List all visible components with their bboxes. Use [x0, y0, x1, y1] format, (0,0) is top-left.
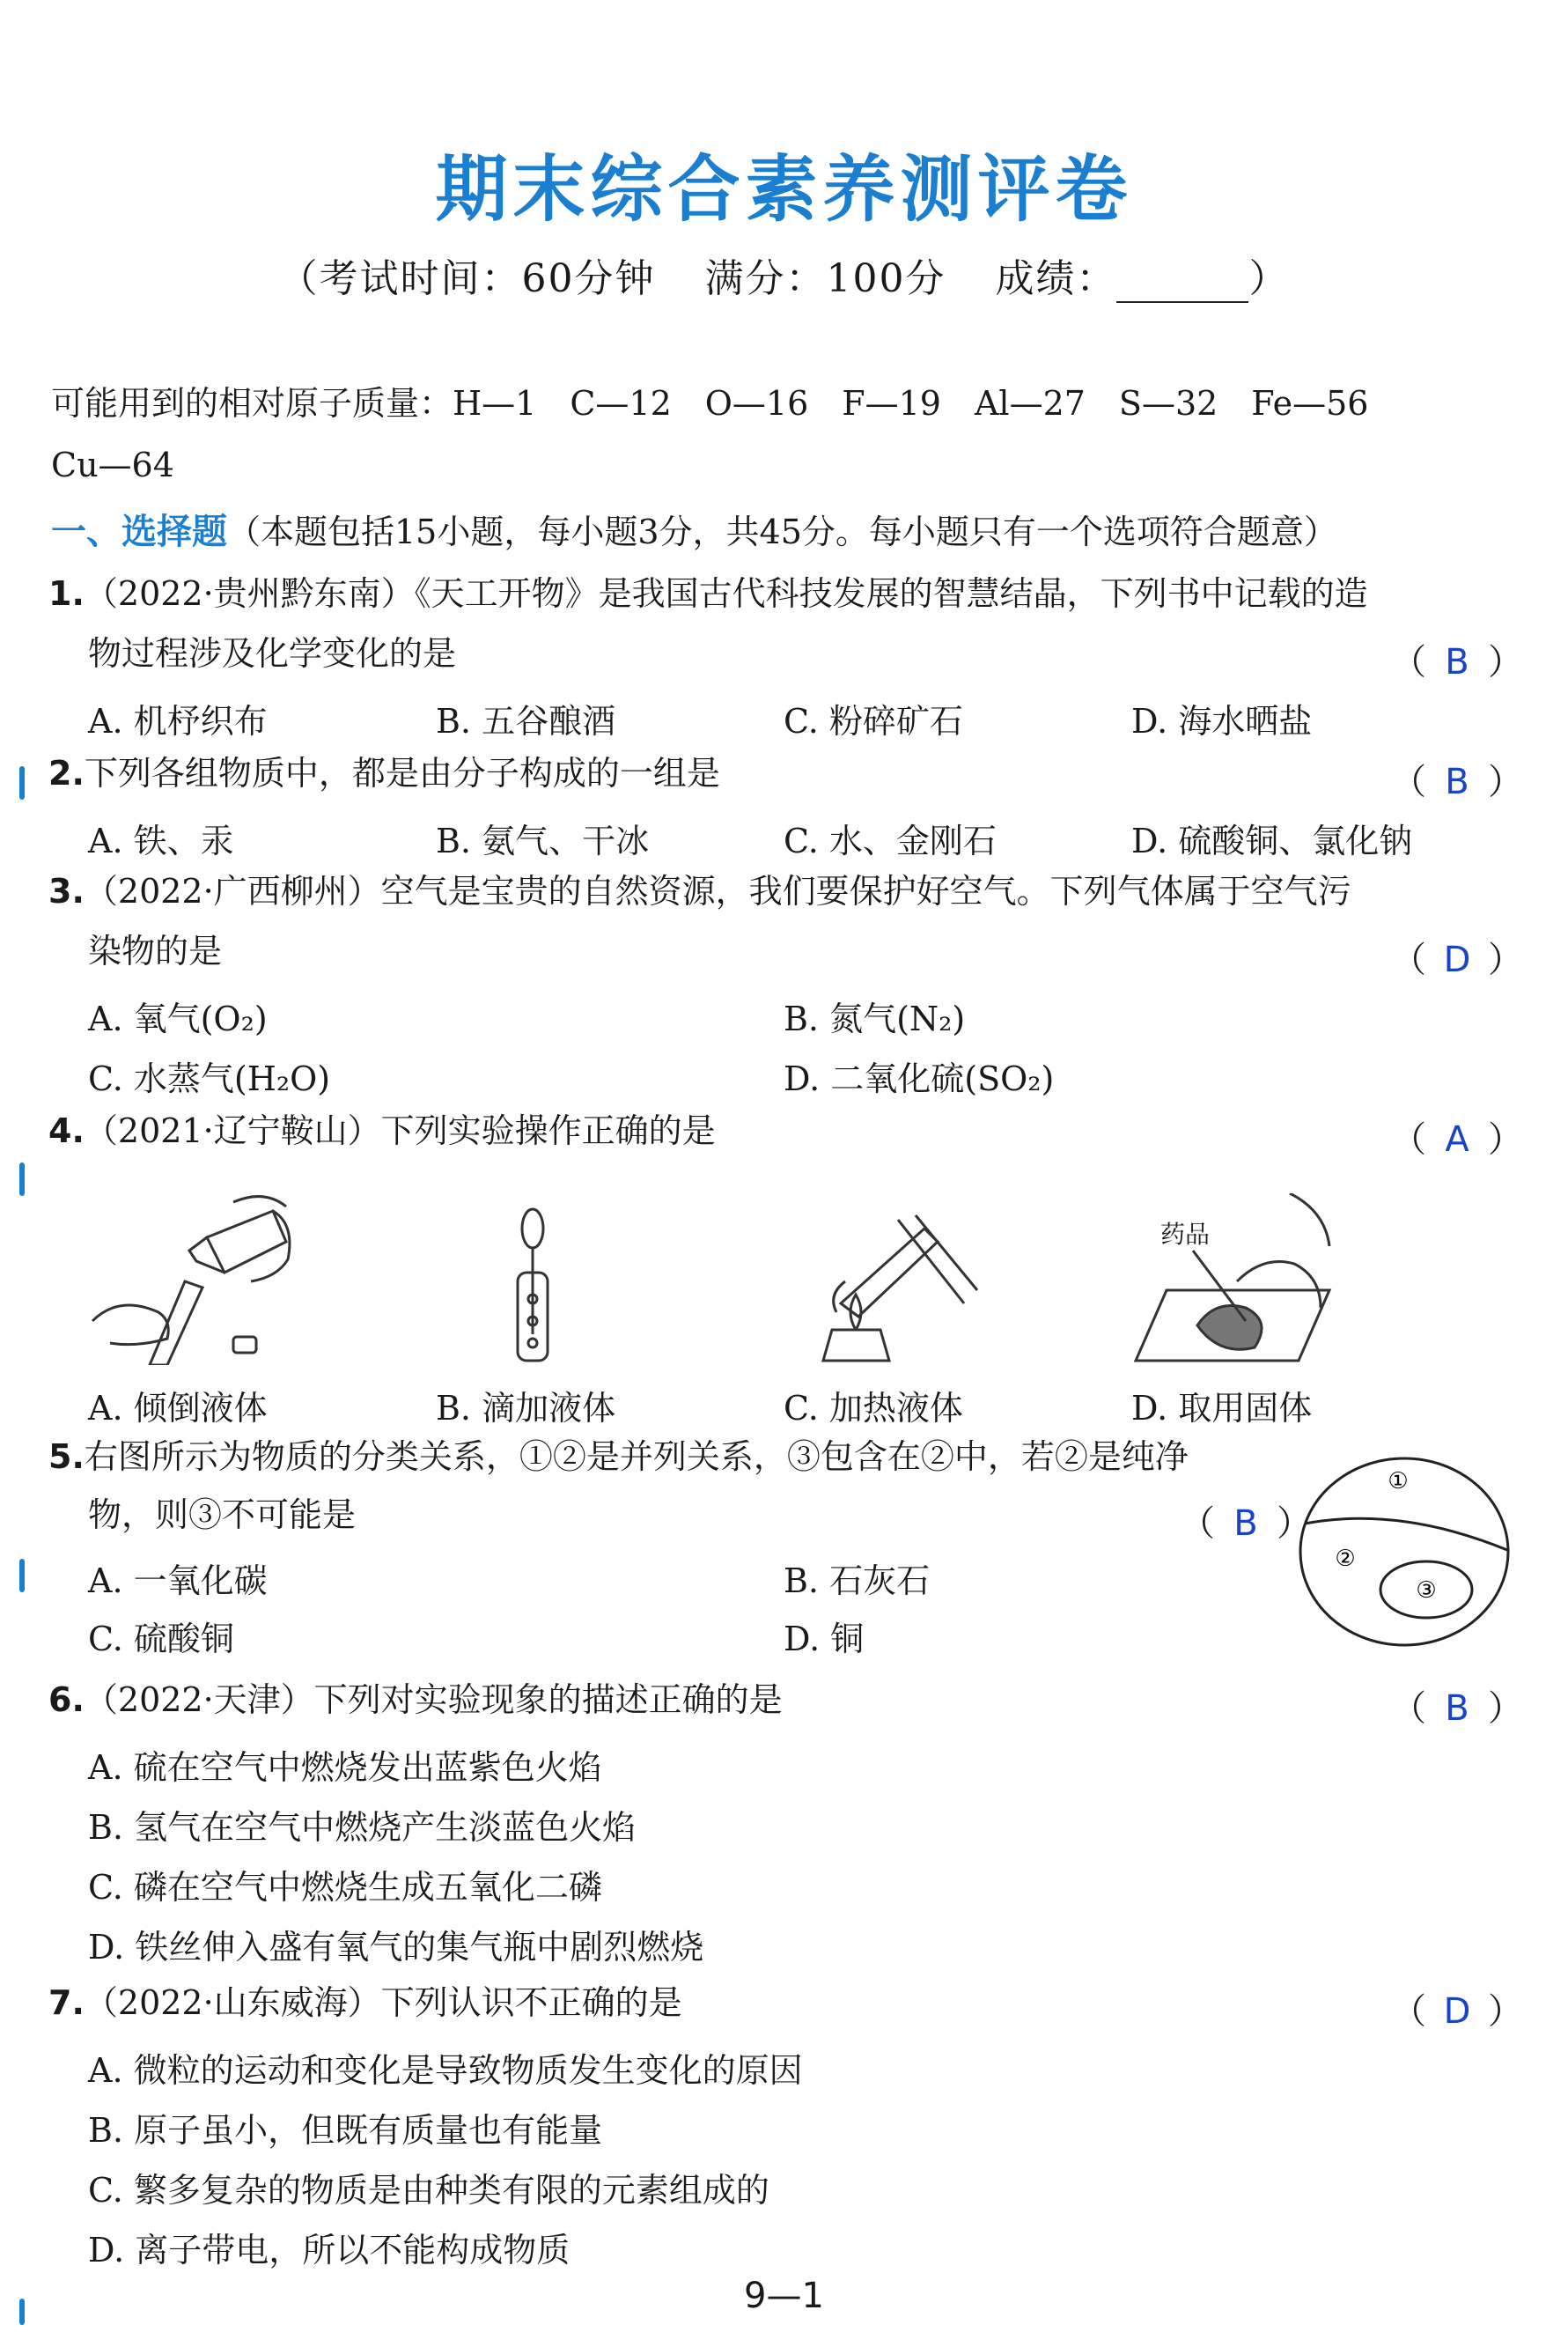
- option: D. 铜: [784, 1620, 865, 1658]
- option: B. 五谷酿酒: [436, 702, 616, 741]
- question-6-answer: （ B ）: [1391, 1688, 1523, 1729]
- question-5-stem-cont: 物，则③不可能是: [88, 1495, 357, 1534]
- option: D. 离子带电，所以不能构成物质: [88, 2231, 571, 2270]
- page-number: 9—1: [744, 2276, 824, 2316]
- question-2-answer: （ B ）: [1391, 762, 1523, 802]
- question-3-stem: 3.（2022·广西柳州）空气是宝贵的自然资源，我们要保护好空气。下列气体属于空气污: [48, 872, 1351, 911]
- section-label: 一、选择题: [51, 512, 227, 552]
- exam-full-score: 满分：100分: [704, 256, 946, 301]
- question-7-stem: 7.（2022·山东威海）下列认识不正确的是: [48, 1983, 682, 2022]
- edge-mark: [19, 1559, 25, 1592]
- figure-caption: D. 取用固体: [1131, 1389, 1313, 1428]
- question-3-answer: （ D ）: [1391, 940, 1523, 980]
- section-desc: （本题包括15小题，每小题3分，共45分。每小题只有一个选项符合题意）: [227, 513, 1337, 551]
- grade-blank: [1116, 262, 1248, 303]
- option: A. 硫在空气中燃烧发出蓝紫色火焰: [88, 1748, 602, 1787]
- pouring-liquid-figure: [84, 1189, 295, 1365]
- question-1-stem-cont: 物过程涉及化学变化的是: [88, 634, 457, 673]
- option: A. 微粒的运动和变化是导致物质发生变化的原因: [88, 2051, 803, 2090]
- edge-mark: [19, 766, 25, 800]
- question-4-answer: （ A ）: [1391, 1119, 1523, 1160]
- label-1: ①: [1388, 1468, 1409, 1495]
- option: D. 铁丝伸入盛有氧气的集气瓶中剧烈燃烧: [88, 1928, 704, 1967]
- figure-caption: A. 倾倒液体: [88, 1389, 268, 1428]
- atomic-masses-line1: 可能用到的相对原子质量：H—1 C—12 O—16 F—19 Al—27 S—32 Fe—56: [51, 384, 1369, 423]
- option: C. 水、金刚石: [784, 822, 997, 860]
- question-number: 1.: [48, 574, 85, 613]
- option: B. 石灰石: [784, 1561, 931, 1600]
- question-1-stem: 1.（2022·贵州黔东南）《天工开物》是我国古代科技发展的智慧结晶，下列书中记载的造: [48, 574, 1368, 613]
- exam-info: [0, 247, 1568, 303]
- dropper-figure: [502, 1202, 563, 1369]
- test-tube-icon: [150, 1281, 202, 1365]
- option: B. 原子虽小，但既有质量也有能量: [88, 2111, 603, 2150]
- figure-label-reagent: 药品: [1160, 1220, 1211, 1249]
- figure-caption: C. 加热液体: [784, 1389, 963, 1428]
- option: A. 机杼织布: [88, 702, 268, 741]
- option: B. 氨气、干冰: [436, 822, 650, 860]
- heating-liquid-figure: [810, 1207, 986, 1369]
- option: B. 氢气在空气中燃烧产生淡蓝色火焰: [88, 1808, 637, 1847]
- option: D. 硫酸铜、氯化钠: [1131, 822, 1413, 860]
- atomic-masses-line2: Cu—64: [51, 446, 174, 484]
- option: A. 铁、汞: [88, 822, 234, 860]
- option: C. 繁多复杂的物质是由种类有限的元素组成的: [88, 2171, 769, 2210]
- question-7-answer: （ D ）: [1391, 1991, 1523, 2032]
- label-3: ③: [1416, 1577, 1437, 1604]
- exam-grade-label: 成绩：: [995, 256, 1117, 301]
- test-tube-icon: [841, 1229, 938, 1317]
- option: D. 海水晒盐: [1131, 702, 1313, 741]
- question-6-stem: 6.（2022·天津）下列对实验现象的描述正确的是: [48, 1680, 783, 1719]
- question-5-answer: （ B ）: [1180, 1503, 1312, 1544]
- question-1-answer: （ B ）: [1391, 642, 1523, 683]
- section-heading: [51, 511, 1337, 553]
- classification-diagram: [1294, 1453, 1514, 1651]
- exam-info-close: ）: [1248, 256, 1290, 301]
- option: B. 氮气(N₂): [784, 1000, 966, 1038]
- option: C. 硫酸铜: [88, 1620, 234, 1658]
- question-5-stem: 5.右图所示为物质的分类关系，①②是并列关系，③包含在②中，若②是纯净: [48, 1437, 1189, 1476]
- option: C. 粉碎矿石: [784, 702, 963, 741]
- option: A. 一氧化碳: [88, 1561, 268, 1600]
- label-2: ②: [1335, 1546, 1356, 1572]
- page-title: 期末综合素养测评卷: [435, 148, 1133, 232]
- dropper-bulb-icon: [522, 1209, 543, 1248]
- question-4-stem: 4.（2021·辽宁鞍山）下列实验操作正确的是: [48, 1111, 716, 1150]
- question-3-stem-cont: 染物的是: [88, 932, 223, 971]
- option: C. 水蒸气(H₂O): [88, 1059, 331, 1098]
- option: C. 磷在空气中燃烧生成五氧化二磷: [88, 1868, 602, 1907]
- option: A. 氧气(O₂): [88, 1000, 268, 1038]
- question-2-stem: 2.下列各组物质中，都是由分子构成的一组是: [48, 754, 720, 793]
- exam-time: （考试时间：60分钟: [278, 256, 656, 301]
- reagent-pile-icon: [1197, 1306, 1262, 1350]
- option: D. 二氧化硫(SO₂): [784, 1059, 1055, 1098]
- edge-mark: [19, 1162, 25, 1196]
- taking-solid-figure: [1131, 1193, 1334, 1369]
- alcohol-lamp-icon: [823, 1330, 889, 1361]
- figure-caption: B. 滴加液体: [436, 1389, 616, 1428]
